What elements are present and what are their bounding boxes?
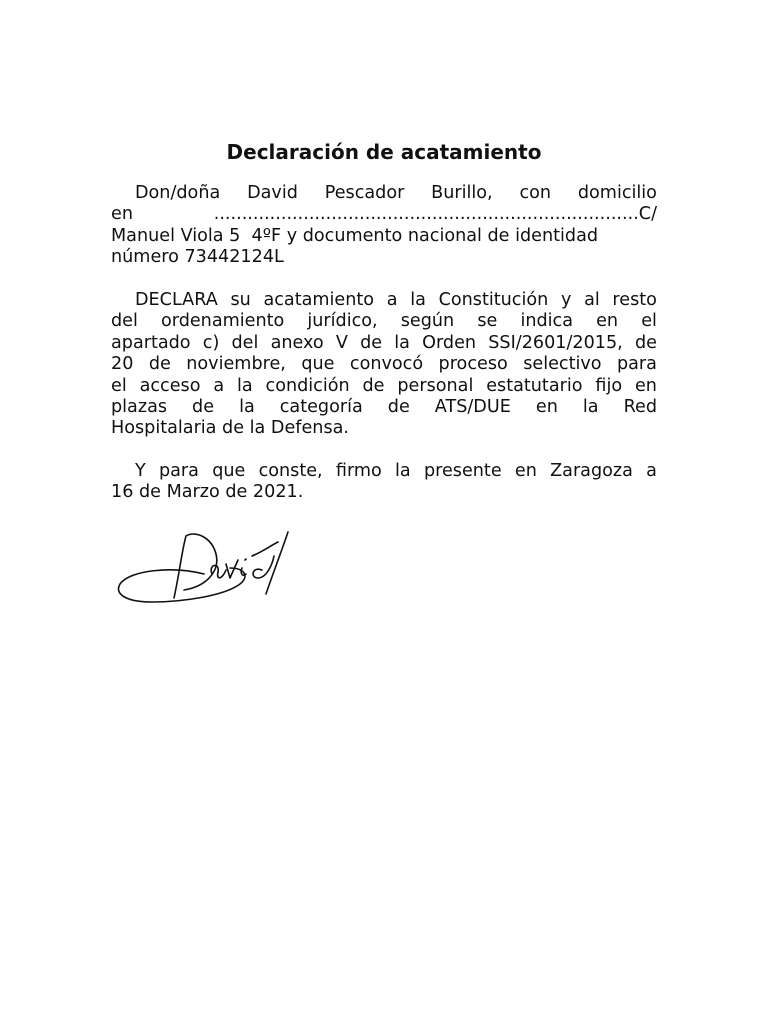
paragraph-line: 16 de Marzo de 2021. — [111, 482, 304, 503]
line-word: 20 — [111, 354, 134, 375]
paragraph-identity — [111, 183, 657, 269]
dotted-fill: ............................................................................C/ — [213, 204, 657, 225]
line-word: categoría — [279, 397, 363, 418]
line-word: plazas — [111, 397, 168, 418]
line-word: Zaragoza — [550, 461, 633, 481]
line-word: la — [239, 397, 255, 418]
line-word: a — [213, 375, 225, 396]
handwritten-signature — [112, 526, 302, 612]
line-word: firmo — [335, 461, 382, 481]
line-word: Constitución — [438, 290, 549, 310]
paragraph-line — [111, 333, 657, 354]
line-word: noviembre, — [186, 354, 286, 375]
line-word: en — [111, 204, 133, 225]
signature-loop — [118, 568, 244, 602]
paragraph-line — [111, 354, 657, 375]
line-word: de — [387, 397, 410, 418]
line-word: de — [362, 375, 385, 396]
line-word: selectivo — [523, 354, 602, 375]
signature-letter-d-final — [253, 532, 288, 594]
line-word: anexo — [270, 332, 324, 353]
line-word: de — [360, 332, 383, 353]
line-word: resto — [612, 290, 657, 310]
line-word: en — [535, 397, 558, 418]
line-word: y — [560, 290, 572, 310]
line-word: estatutario — [486, 375, 583, 396]
line-word: de — [148, 354, 171, 375]
line-word: David — [247, 183, 298, 203]
line-word: SSI/2601/2015, — [488, 332, 623, 353]
line-word: según — [400, 311, 455, 332]
paragraph-line — [111, 376, 657, 397]
line-word: el — [111, 375, 127, 396]
line-word: en — [514, 461, 537, 481]
paragraph-closing — [111, 461, 657, 504]
paragraph-line: Manuel Viola 5 4ºF y documento nacional de identidad — [111, 225, 599, 246]
line-word: en — [634, 375, 657, 396]
paragraph-line — [111, 461, 657, 482]
line-word: del — [231, 332, 259, 353]
line-word: la — [410, 290, 426, 310]
paragraph-line: Hospitalaria de la Defensa. — [111, 418, 349, 439]
line-word: ATS/DUE — [434, 397, 511, 418]
line-word: fijo — [595, 375, 623, 396]
line-word: V — [335, 332, 348, 353]
line-word: el — [641, 311, 657, 332]
line-word: en — [596, 311, 619, 332]
line-word: proceso — [438, 354, 508, 375]
document-title: Declaración de acatamiento — [226, 140, 542, 164]
line-word: que — [301, 354, 335, 375]
line-word: ordenamiento — [161, 311, 285, 332]
signature-letter-d — [174, 534, 217, 598]
signature-flourish — [252, 542, 278, 556]
line-word: convocó — [349, 354, 424, 375]
line-word: del — [111, 311, 138, 332]
line-word: para — [616, 354, 657, 375]
line-word: Orden — [422, 332, 477, 353]
line-word: presente — [423, 461, 502, 481]
line-word: de — [634, 332, 657, 353]
line-word: apartado — [111, 332, 191, 353]
line-word: DECLARA — [135, 290, 218, 310]
line-word: se — [477, 311, 498, 332]
line-word: a — [386, 290, 398, 310]
line-word: Pescador — [324, 183, 405, 203]
line-word: la — [236, 375, 253, 396]
line-word: condición — [265, 375, 350, 396]
paragraph-line — [111, 397, 657, 418]
line-word: Y — [135, 461, 146, 481]
line-word: la — [582, 397, 599, 418]
line-word: la — [394, 332, 410, 353]
paragraph-line: número 73442124L — [111, 247, 284, 268]
line-word: jurídico, — [307, 311, 378, 332]
line-word: Don/doña — [135, 183, 221, 203]
line-word: conste, — [258, 461, 323, 481]
line-word: su — [230, 290, 251, 310]
line-word: domicilio — [577, 183, 657, 203]
line-word: la — [395, 461, 411, 481]
line-word: indica — [520, 311, 573, 332]
line-word: que — [212, 461, 246, 481]
line-word: acatamiento — [263, 290, 375, 310]
paragraph-line — [111, 290, 657, 311]
line-word: Red — [623, 397, 657, 418]
line-word: c) — [202, 332, 220, 353]
line-word: con — [519, 183, 552, 203]
line-word: acceso — [139, 375, 201, 396]
line-word: para — [158, 461, 199, 481]
line-word: de — [192, 397, 215, 418]
paragraph-line — [111, 311, 657, 332]
paragraph-declaration — [111, 290, 657, 440]
line-word: Burillo, — [431, 183, 493, 203]
line-word: personal — [397, 375, 474, 396]
paragraph-line — [111, 183, 657, 204]
paragraph-line — [111, 204, 657, 225]
line-word: al — [584, 290, 600, 310]
line-word: a — [646, 461, 657, 481]
